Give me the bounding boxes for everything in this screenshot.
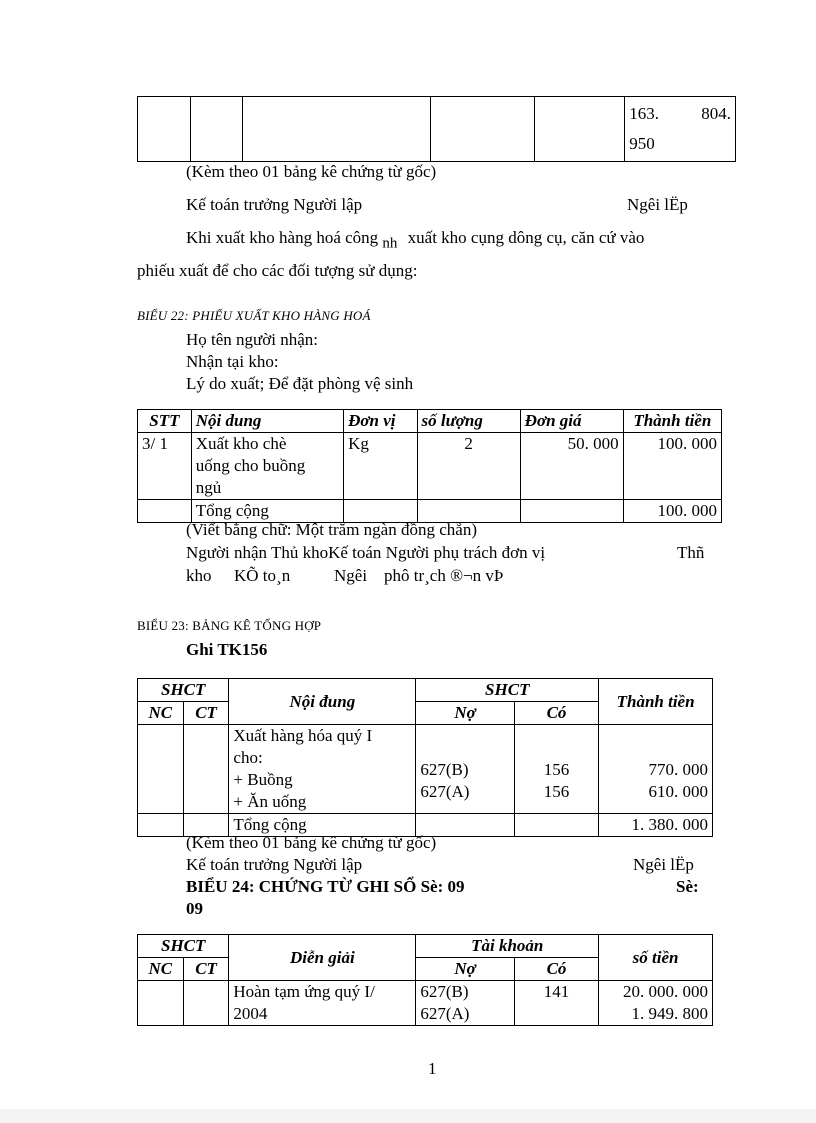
body-sub: nh xyxy=(382,235,398,252)
b23-h-nc: NC xyxy=(138,702,184,725)
b24-co: 141 xyxy=(514,981,598,1026)
b22-h-unit: Đơn vị xyxy=(344,410,417,433)
b23-h-co: Có xyxy=(514,702,598,725)
b23-attach-note: (Kèm theo 01 bảng kê chứng từ gốc) xyxy=(186,833,437,852)
b23-total-label: Tổng cộng xyxy=(229,814,416,837)
b23-signers-right: Ngêi lËp xyxy=(633,855,694,874)
b23-content-line: + Buồng xyxy=(233,770,293,789)
b24-h-shct: SHCT xyxy=(138,935,229,958)
b23-co-line: 156 xyxy=(543,782,570,801)
b24-amount-line: 1. 949. 800 xyxy=(631,1004,708,1023)
b23-no-line: 627(B) xyxy=(420,760,469,779)
b22-unit: Kg xyxy=(344,433,417,500)
top-amount-part1: 163. xyxy=(629,104,659,123)
top-cell-2 xyxy=(190,97,243,162)
b23-amount xyxy=(599,725,713,814)
bieu24-title-line2: 09 xyxy=(186,899,203,918)
b24-h-co: Có xyxy=(514,958,598,981)
b22-total-label: Tổng cộng xyxy=(191,500,343,523)
b22-content-line: Xuất kho chè xyxy=(195,434,287,453)
attach-note-1: (Kèm theo 01 bảng kê chứng từ gốc) xyxy=(186,162,437,181)
b22-qty: 2 xyxy=(417,433,520,500)
bieu22-warehouse: Nhận tại kho: xyxy=(186,352,279,371)
b23-h-shct: SHCT xyxy=(138,679,229,702)
top-amount-part2: 804. xyxy=(701,104,731,123)
b24-h-nc: NC xyxy=(138,958,184,981)
b22-signers-line1: Người nhận Thủ khoKế toán Người phụ trách đơn vị xyxy=(186,543,546,562)
b23-h-ct: CT xyxy=(183,702,229,725)
b24-ct xyxy=(183,981,229,1026)
b22-signers-line2b: KÕ to¸n xyxy=(234,566,291,585)
b24-amount xyxy=(599,981,713,1026)
b22-signers-line2d: phô tr¸ch ®¬n vÞ xyxy=(384,566,504,585)
b23-amount-line: 610. 000 xyxy=(648,782,708,801)
top-cell-amount xyxy=(625,97,736,162)
bieu23-title: BIỂU 23: BẢNG KÊ TỔNG HỢP xyxy=(137,618,322,633)
b24-desc-line: Hoàn tạm ứng quý I/ xyxy=(233,982,375,1001)
top-cell-1 xyxy=(138,97,191,162)
b24-h-no: Nợ xyxy=(416,958,515,981)
b22-signers-line2c: Ngêi xyxy=(334,566,368,585)
b22-amount: 100. 000 xyxy=(623,433,721,500)
b24-h-ct: CT xyxy=(183,958,229,981)
top-cell-5 xyxy=(534,97,624,162)
b22-signers-line2a: kho xyxy=(186,566,212,585)
body-line-2: phiếu xuất để cho các đối tượng sử dụng: xyxy=(137,261,418,280)
b22-price: 50. 000 xyxy=(520,433,623,500)
bieu23-table xyxy=(137,678,713,837)
b24-h-account: Tài khoản xyxy=(416,935,599,958)
b23-amount-line: 770. 000 xyxy=(648,760,708,779)
bieu24-table xyxy=(137,934,713,1026)
b23-content xyxy=(229,725,416,814)
b22-h-stt: STT xyxy=(138,410,192,433)
b23-h-content: Nội đung xyxy=(229,679,416,725)
b24-desc-line: 2004 xyxy=(233,1004,268,1023)
b24-h-amount: số tiền xyxy=(599,935,713,981)
b22-h-content: Nội dung xyxy=(191,410,343,433)
bieu23-subtitle: Ghi TK156 xyxy=(186,640,268,659)
b22-total-empty xyxy=(520,500,623,523)
signers-left-1: Kế toán trưởng Người lập xyxy=(186,195,363,214)
b24-desc xyxy=(229,981,416,1026)
b22-h-amount: Thành tiền xyxy=(623,410,721,433)
b23-h-no: Nợ xyxy=(416,702,515,725)
b23-co xyxy=(514,725,598,814)
b23-no xyxy=(416,725,515,814)
page-number: 1 xyxy=(428,1059,437,1078)
b23-no-line: 627(A) xyxy=(420,782,470,801)
b22-total-empty xyxy=(138,500,192,523)
b23-co-line: 156 xyxy=(543,760,570,779)
b22-content xyxy=(191,433,343,500)
b22-h-price: Đơn giá xyxy=(520,410,623,433)
bieu22-receiver: Họ tên người nhận: xyxy=(186,330,318,349)
body-line-1a: Khi xuất kho hàng hoá công xyxy=(186,228,379,247)
b22-stt: 3/ 1 xyxy=(138,433,192,500)
b23-total-amount: 1. 380. 000 xyxy=(599,814,713,837)
top-table xyxy=(137,96,736,162)
b23-content-line: + Ăn uống xyxy=(233,792,307,811)
b24-no xyxy=(416,981,515,1026)
body-line-1b: xuất kho cụng dông cụ, căn cứ vào xyxy=(407,228,645,247)
b22-signers-right: Thñ xyxy=(677,543,705,562)
b23-content-line: Xuất hàng hóa quý I xyxy=(233,726,373,745)
b22-h-qty: số lượng xyxy=(417,410,520,433)
bieu24-title-right: Sè: xyxy=(676,877,699,896)
b24-no-line: 627(A) xyxy=(420,1004,470,1023)
b23-total-empty xyxy=(514,814,598,837)
b22-in-words: (Viết bằng chữ: Một trăm ngàn đồng chẵn) xyxy=(186,520,477,539)
b23-content-line: cho: xyxy=(233,748,263,767)
b24-no-line: 627(B) xyxy=(420,982,469,1001)
b24-amount-line: 20. 000. 000 xyxy=(623,982,708,1001)
bieu22-reason: Lý do xuất; Để đặt phòng vệ sinh xyxy=(186,374,414,393)
b24-h-desc: Diễn giải xyxy=(229,935,416,981)
b23-nc xyxy=(138,725,184,814)
top-cell-3 xyxy=(243,97,431,162)
bieu22-title: BIỂU 22: PHIẾU XUẤT KHO HÀNG HOÁ xyxy=(137,308,371,323)
b23-h-shct2: SHCT xyxy=(416,679,599,702)
b22-content-line: uống cho buồng xyxy=(195,456,306,475)
b23-signers-left: Kế toán trưởng Người lập xyxy=(186,855,363,874)
b23-total-empty xyxy=(138,814,184,837)
b24-nc xyxy=(138,981,184,1026)
page-bottom-bar xyxy=(0,1109,816,1123)
bieu22-table xyxy=(137,409,722,523)
top-amount-part3: 950 xyxy=(629,134,655,153)
bieu24-title: BIỂU 24: CHỨNG TỪ GHI SỔ Sè: 09 xyxy=(186,877,465,896)
top-cell-4 xyxy=(431,97,534,162)
signers-right-1: Ngêi lËp xyxy=(627,195,688,214)
b23-ct xyxy=(183,725,229,814)
body-line-1 xyxy=(186,228,644,252)
b22-content-line: ngủ xyxy=(195,478,222,497)
b22-total-amount: 100. 000 xyxy=(623,500,721,523)
b23-h-amount: Thành tiền xyxy=(599,679,713,725)
